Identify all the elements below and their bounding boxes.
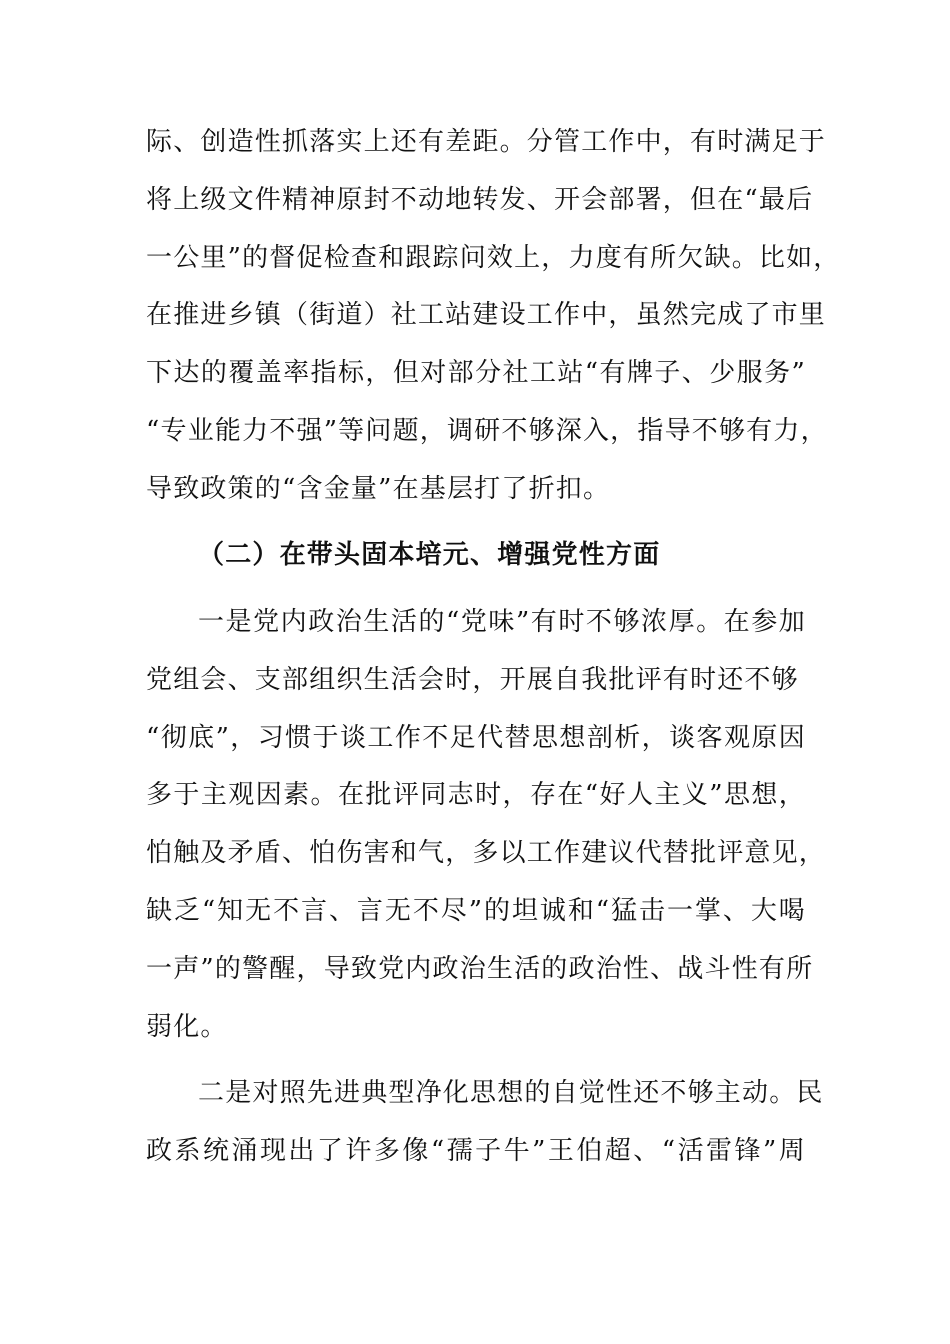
paragraph-line: 多于主观因素。在批评同志时，存在“好人主义”思想， — [146, 780, 806, 810]
paragraph-line: “彻底”，习惯于谈工作不足代替思想剖析，谈客观原因 — [146, 723, 806, 753]
paragraph-line: 缺乏“知无不言、言无不尽”的坦诚和“猛击一掌、大喝 — [146, 896, 806, 926]
paragraph-line: 导致政策的“含金量”在基层打了折扣。 — [146, 474, 611, 504]
section-heading: （二）在带头固本培元、增强党性方面 — [198, 540, 661, 570]
paragraph-line: 下达的覆盖率指标，但对部分社工站“有牌子、少服务” — [146, 358, 806, 388]
paragraph-line: “专业能力不强”等问题，调研不够深入，指导不够有力， — [146, 416, 828, 446]
paragraph-line: 一公里”的督促检查和跟踪问效上，力度有所欠缺。比如， — [146, 243, 841, 273]
paragraph-line: 弱化。 — [146, 1012, 228, 1042]
paragraph-line: 在推进乡镇（街道）社工站建设工作中，虽然完成了市里 — [146, 300, 827, 330]
paragraph-line: 党组会、支部组织生活会时，开展自我批评有时还不够 — [146, 665, 799, 695]
paragraph-line: 一是党内政治生活的“党味”有时不够浓厚。在参加 — [198, 607, 806, 637]
paragraph-line: 怕触及矛盾、怕伤害和气，多以工作建议代替批评意见， — [146, 838, 827, 868]
paragraph-line: 一声”的警醒，导致党内政治生活的政治性、战斗性有所 — [146, 954, 814, 984]
paragraph-line: 政系统涌现出了许多像“孺子牛”王伯超、“活雷锋”周 — [146, 1136, 806, 1166]
paragraph-line: 际、创造性抓落实上还有差距。分管工作中，有时满足于 — [146, 127, 827, 157]
paragraph-line: 将上级文件精神原封不动地转发、开会部署，但在“最后 — [146, 185, 814, 215]
paragraph-line: 二是对照先进典型净化思想的自觉性还不够主动。民 — [198, 1078, 824, 1108]
